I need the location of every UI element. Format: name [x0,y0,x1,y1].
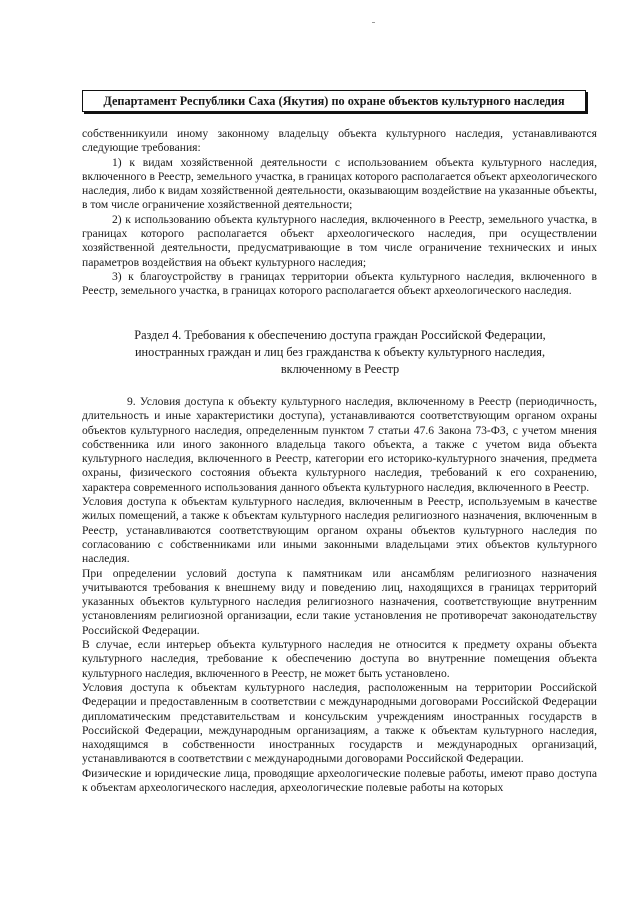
requirement-item-2: 2) к использованию объекта культурного наследия, включенного в Реестр, земельного участка, в границах которого располагается объект археологического наследия, при осуществлении хозяйственной деятельности, предусматривающие в том числе ограничение технических и иных параметров воздействия на объект культурного наследия; [82,212,597,269]
section-heading-line-3: включенному в Реестр [280,362,400,376]
requirement-item-3: 3) к благоустройству в границах территории объекта культурного наследия, включенного в Реестр, земельного участка, в границах которого располагается объект археологического наследия. [82,269,597,298]
section-heading [100,327,580,378]
requirements-block [82,127,597,299]
scan-mark [372,22,375,23]
archaeological-access-paragraph: Физические и юридические лица, проводящие археологические полевые работы, имеют право доступа к объектам археологического наследия, археологические полевые работы на которых [82,766,597,795]
interior-access-paragraph: В случае, если интерьер объекта культурного наследия не относится к предмету охраны объекта культурного наследия, требование к обеспечению доступа во внутренние помещения объекта культурного наследия, включенного в Реестр, не может быть установлено. [82,638,597,680]
requirement-item-1: 1) к видам хозяйственной деятельности с использованием объекта культурного наследия, включенного в Реестр, земельного участка, в границах которого располагается объект археологического наследия, либо к видам хозяйственной деятельности, оказывающим воздействие на указанные объекты, в том числе ограничение хозяйственной деятельности; [82,155,597,212]
header-box [82,90,586,112]
intro-paragraph: собственникуили иному законному владельцу объекта культурного наследия, устанавливаются следующие требования: [82,127,597,155]
department-title: Департамент Республики Саха (Якутия) по охране объектов культурного наследия [103,94,565,108]
residential-access-paragraph: Условия доступа к объектам культурного наследия, включенным в Реестр, используемым в качестве жилых помещений, а также к объектам культурного наследия религиозного назначения, включенным в Реестр, устанавливаются соответствующим органом охраны объектов культурного наследия по согласованию с собственниками или иными законными владельцами этих объектов культурного наследия. [82,495,597,566]
section-heading-line-2: иностранных граждан и лиц без гражданства к объекту культурного наследия, [134,345,546,359]
foreign-objects-paragraph: Условия доступа к объектам культурного наследия, расположенным на территории Российской Федерации и предоставленным в соответствии с международными договорами Российской Федерации дипломатическим представительствам и консульским учреждениям иностранных государств в Российской Федерации, международным организациям, а также к объектам культурного наследия, находящимся в собственности иностранных государств и международных организаций, устанавливаются в соответствии с международными договорами Российской Федерации. [82,680,597,766]
section-heading-line-1: Раздел 4. Требования к обеспечению доступа граждан Российской Федерации, [134,328,546,342]
religious-access-paragraph: При определении условий доступа к памятникам или ансамблям религиозного назначения учитываются требования к внешнему виду и поведению лиц, находящихся в границах территорий указанных объектов культурного наследия религиозного назначения, соответствующие внутренним установлениям религиозной организации, если такие установления не противоречат законодательству Российской Федерации. [82,566,597,637]
access-conditions-block [82,395,597,795]
clause-9-paragraph: 9. Условия доступа к объекту культурного наследия, включенному в Реестр (периодичность, длительность и иные характеристики доступа), устанавливаются соответствующим органом охраны объектов культурного наследия, определенным пунктом 7 статьи 47.6 Закона 73-ФЗ, с учетом мнения собственника или иного законного владельца такого объекта, а также с учетом вида объекта культурного наследия, включенного в Реестр, категории его историко-культурного значения, предмета охраны, физического состояния объекта культурного наследия, требований к его сохранению, характера современного использования данного объекта культурного наследия, включенного в Реестр. [82,395,597,494]
